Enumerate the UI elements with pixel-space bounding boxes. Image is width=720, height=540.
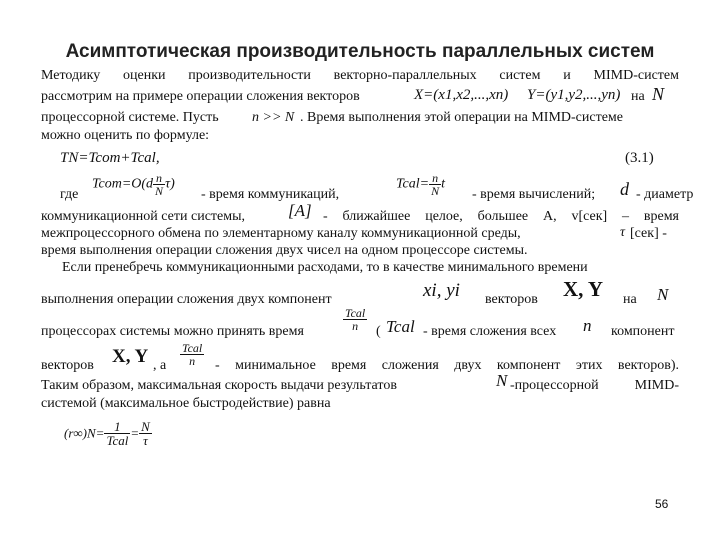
on-word: на [623,292,637,307]
tcal-formula [396,172,445,197]
equals-sign: = [130,425,140,441]
r-inf-lhs: (r∞)N= [64,425,105,441]
max-speed-formula [64,420,152,447]
para1-line2-text: рассмотрим на примере операции сложения векторов [41,89,360,104]
frac-tcal-n-2 [180,342,204,367]
tcom-num: n [153,172,165,185]
tcal-fraction [429,172,441,197]
formula-3-1: TN=Tcom+Tcal, [60,150,160,166]
tcal-over-n-1 [343,307,367,332]
tcal-over-n-2 [180,342,204,367]
tcom-formula [92,172,175,197]
vector-y-def: Y=(y1,y2,...,yn) [527,87,621,103]
formula-3-1-number: (3.1) [625,150,654,166]
symbol-n-3: N [496,371,508,390]
frac4-num: N [141,419,150,434]
tcom-desc: - время коммуникаций, [201,187,340,202]
page-title: Асимптотическая производительность параллельных систем [65,41,655,62]
symbol-d: d [620,179,629,199]
frac4-den: τ [143,433,148,448]
tcom-tail: τ) [165,176,175,192]
frac2-den: n [189,354,196,368]
para3-line1: Если пренебречь коммуникационными расходами, то в качестве минимального времени [62,260,588,275]
tcal-num: n [429,172,441,185]
symbol-small-n: n [583,316,592,335]
para3-line3-mid: - время сложения всех [423,324,557,339]
para2-line2-text: межпроцессорного обмена по элементарному каналу коммуникационной среды, [41,226,521,241]
para1-line2-on: на [631,89,645,104]
frac-n-tau [139,420,152,447]
diameter-word: - диаметр [636,187,694,202]
tcom-lhs: Tcom=O(d [92,176,154,192]
paren-open: ( [376,324,381,339]
para1-line3-text: процессорной системе. Пусть [41,110,219,125]
frac1-num: Tcal [345,306,366,320]
para3-line6: системой (максимальное быстродействие) равна [41,396,331,411]
para1-line3-rest: . Время выполнения этой операции на MIMD-системе [300,110,623,125]
tau-units: [сек] - [630,226,667,241]
vectors-word-1: векторов [485,292,538,307]
tcal-lhs: Tcal= [396,176,430,192]
vectors-xy-1: X, Y [563,277,604,301]
frac-1-tcal [104,420,130,447]
para3-line5-text: Таким образом, максимальная скорость выдачи результатов [41,378,397,393]
tcal-den: N [431,184,440,198]
para3-line5-rest: -процессорной MIMD- [510,378,679,393]
para3-line2-text: выполнения операции сложения двух компонент [41,292,332,307]
components-xi-yi: xi, yi [423,280,460,301]
symbol-tau: τ [620,225,626,240]
tcal-symbol: Tcal [386,317,415,336]
page-number: 56 [655,497,669,511]
vectors-xy-2: X, Y [112,346,149,367]
para2-line1-rest: - ближайшее целое, большее А, v[сек] – время [323,209,679,224]
tcal-desc: - время вычислений; [472,187,596,202]
vector-x-def: X=(x1,x2,...,xn) [414,87,509,103]
para2-line1-text: коммуникационной сети системы, [41,209,246,224]
frac1-den: n [352,319,359,333]
where-label: где [60,187,79,202]
symbol-n-2: N [657,285,669,304]
ceiling-a-symbol: A [294,201,306,220]
frac-tcal-n-1 [343,307,367,332]
para1-line1: Методику оценки производительности векторно-параллельных систем и MIMD-систем [41,68,679,83]
para2-line3: время выполнения операции сложения двух чисел на одном процессоре системы. [41,243,528,258]
frac3-den: Tcal [106,433,129,448]
frac3-num: 1 [104,420,130,434]
and-word: , а [153,358,167,373]
tcom-fraction [153,172,165,197]
symbol-n: N [652,84,665,104]
para3-line4-text: векторов [41,358,94,373]
ceiling-a: [A] [288,201,312,220]
para1-line4: можно оценить по формуле: [41,128,210,143]
frac2-num: Tcal [182,341,203,355]
para3-line3-text: процессорах системы можно принять время [41,324,304,339]
condition-n-gg-n: n >> N [252,110,295,125]
para3-line4-rest: - минимальное время сложения двух компонент этих векторов). [215,358,679,373]
tcal-tail: t [441,176,445,192]
tcom-den: N [155,184,164,198]
components-word: компонент [611,324,675,339]
